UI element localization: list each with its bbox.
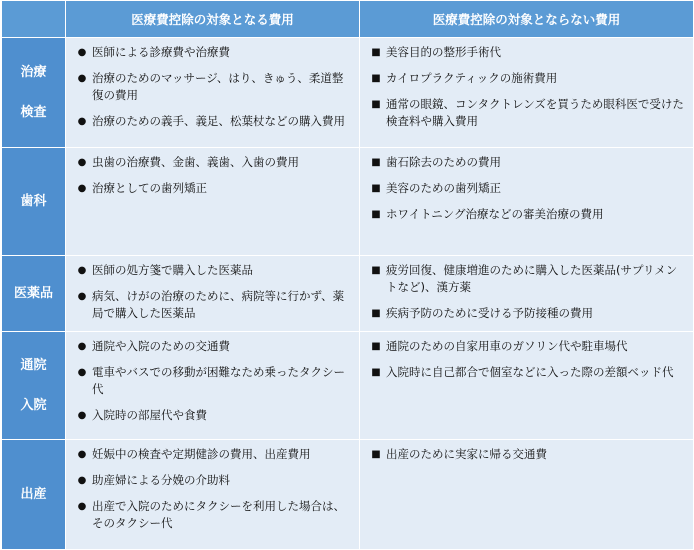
category-label: 歯科 [20,193,47,209]
bullet-square-icon: ■ [371,367,381,378]
bullet-circle-icon: ● [77,265,87,276]
deductible-item [76,498,353,532]
non-deductible-cell-list [360,332,693,381]
non-deductible-header: 医療費控除の対象とならない費用 [360,1,694,38]
header-row [2,1,694,38]
bullet-square-icon: ■ [371,183,381,194]
non-deductible-item-text: ホワイトニング治療などの審美治療の費用 [386,207,604,221]
bullet-square-icon: ■ [371,449,381,460]
non-deductible-item-text: 歯石除去のための費用 [386,155,501,169]
bullet-circle-icon: ● [77,183,87,194]
non-deductible-cell [360,332,694,440]
deductible-cell [66,256,360,332]
non-deductible-cell [360,256,694,332]
deductible-cell-list [66,148,359,197]
deductible-item [76,288,353,322]
category-cell [2,256,66,332]
non-deductible-item [370,305,687,322]
deductible-item [76,113,353,130]
non-deductible-cell-list [360,38,693,130]
deductible-item-text: 治療としての歯列矯正 [92,181,207,195]
table-row [2,332,694,440]
table-row [2,440,694,550]
non-deductible-cell-list [360,148,693,223]
deductible-item-text: 医師の処方箋で購入した医薬品 [92,263,253,277]
non-deductible-cell-list [360,256,693,322]
deductible-item-text: 妊娠中の検査や定期健診の費用、出産費用 [92,447,311,461]
non-deductible-item [370,446,687,463]
deductible-item-text: 入院時の部屋代や食費 [92,408,207,422]
bullet-circle-icon: ● [77,47,87,58]
deductible-cell-list [66,256,359,322]
non-deductible-item-text: 疾病予防のために受ける予防接種の費用 [386,306,593,320]
bullet-square-icon: ■ [371,157,381,168]
bullet-circle-icon: ● [77,501,87,512]
non-deductible-item-text: 通院のための自家用車のガソリン代や駐車場代 [386,339,628,353]
non-deductible-item-text: 通常の眼鏡、コンタクトレンズを買うため眼科医で受けた検査料や購入費用 [386,97,684,128]
bullet-circle-icon: ● [77,341,87,352]
bullet-square-icon: ■ [371,47,381,58]
non-deductible-item-text: 美容のための歯列矯正 [386,181,501,195]
medical-expense-table [1,0,694,550]
table-row [2,148,694,256]
category-label: 入院 [20,397,47,413]
non-deductible-item [370,364,687,381]
non-deductible-item-text: 疲労回復、健康増進のために購入した医薬品(サプリメントなど)、漢方薬 [386,263,678,294]
non-deductible-item-text: 美容目的の整形手術代 [386,45,501,59]
category-cell [2,148,66,256]
deductible-item [76,70,353,104]
deductible-cell [66,148,360,256]
deductible-cell [66,440,360,550]
non-deductible-item [370,70,687,87]
non-deductible-item [370,262,687,296]
bullet-circle-icon: ● [77,410,87,421]
deductible-item-text: 助産婦による分娩の介助料 [92,473,230,487]
table-body [2,38,694,550]
category-cell [2,38,66,148]
category-label: 治療 [20,64,47,80]
bullet-square-icon: ■ [371,73,381,84]
non-deductible-item [370,338,687,355]
bullet-circle-icon: ● [77,73,87,84]
non-deductible-cell-list [360,440,693,463]
deductible-item [76,180,353,197]
category-label: 医薬品 [13,285,53,301]
deductible-item-text: 通院や入院のための交通費 [92,339,230,353]
bullet-square-icon: ■ [371,99,381,110]
deductible-item [76,407,353,424]
non-deductible-item [370,44,687,61]
bullet-circle-icon: ● [77,116,87,127]
bullet-square-icon: ■ [371,341,381,352]
bullet-circle-icon: ● [77,367,87,378]
category-cell [2,332,66,440]
deductible-item [76,154,353,171]
deductible-item-text: 虫歯の治療費、金歯、義歯、入歯の費用 [92,155,299,169]
non-deductible-item [370,96,687,130]
deductible-item [76,472,353,489]
non-deductible-item [370,180,687,197]
deductible-item-text: 治療のための義手、義足、松葉杖などの購入費用 [92,114,345,128]
deductible-item-text: 病気、けがの治療のために、病院等に行かず、薬局で購入した医薬品 [92,289,345,320]
category-cell [2,440,66,550]
non-deductible-item-text: 入院時に自己都合で個室などに入った際の差額ベッド代 [386,365,674,379]
category-label: 検査 [20,104,47,120]
non-deductible-item [370,154,687,171]
deductible-header: 医療費控除の対象となる費用 [66,1,360,38]
table-row [2,38,694,148]
deductible-cell-list [66,38,359,130]
bullet-square-icon: ■ [371,209,381,220]
non-deductible-cell [360,38,694,148]
deductible-item [76,262,353,279]
non-deductible-item-text: カイロプラクティックの施術費用 [386,71,558,85]
deductible-item [76,446,353,463]
table-row [2,256,694,332]
deductible-cell [66,332,360,440]
deductible-cell-list [66,332,359,424]
bullet-circle-icon: ● [77,449,87,460]
deductible-item [76,364,353,398]
category-label: 出産 [20,486,47,502]
non-deductible-item [370,206,687,223]
bullet-square-icon: ■ [371,308,381,319]
deductible-item-text: 医師による診療費や治療費 [92,45,230,59]
deductible-item-text: 出産で入院のためにタクシーを利用した場合は、そのタクシー代 [92,499,345,530]
non-deductible-cell [360,148,694,256]
deductible-cell [66,38,360,148]
deductible-item-text: 電車やバスでの移動が困難なため乗ったタクシー代 [92,365,345,396]
bullet-circle-icon: ● [77,291,87,302]
deductible-item [76,44,353,61]
bullet-circle-icon: ● [77,157,87,168]
non-deductible-cell [360,440,694,550]
bullet-circle-icon: ● [77,475,87,486]
category-label: 通院 [20,357,47,373]
deductible-item [76,338,353,355]
deductible-item-text: 治療のためのマッサージ、はり、きゅう、柔道整復の費用 [92,71,344,102]
non-deductible-item-text: 出産のために実家に帰る交通費 [386,447,547,461]
deductible-cell-list [66,440,359,532]
bullet-square-icon: ■ [371,265,381,276]
corner-cell [2,1,66,38]
